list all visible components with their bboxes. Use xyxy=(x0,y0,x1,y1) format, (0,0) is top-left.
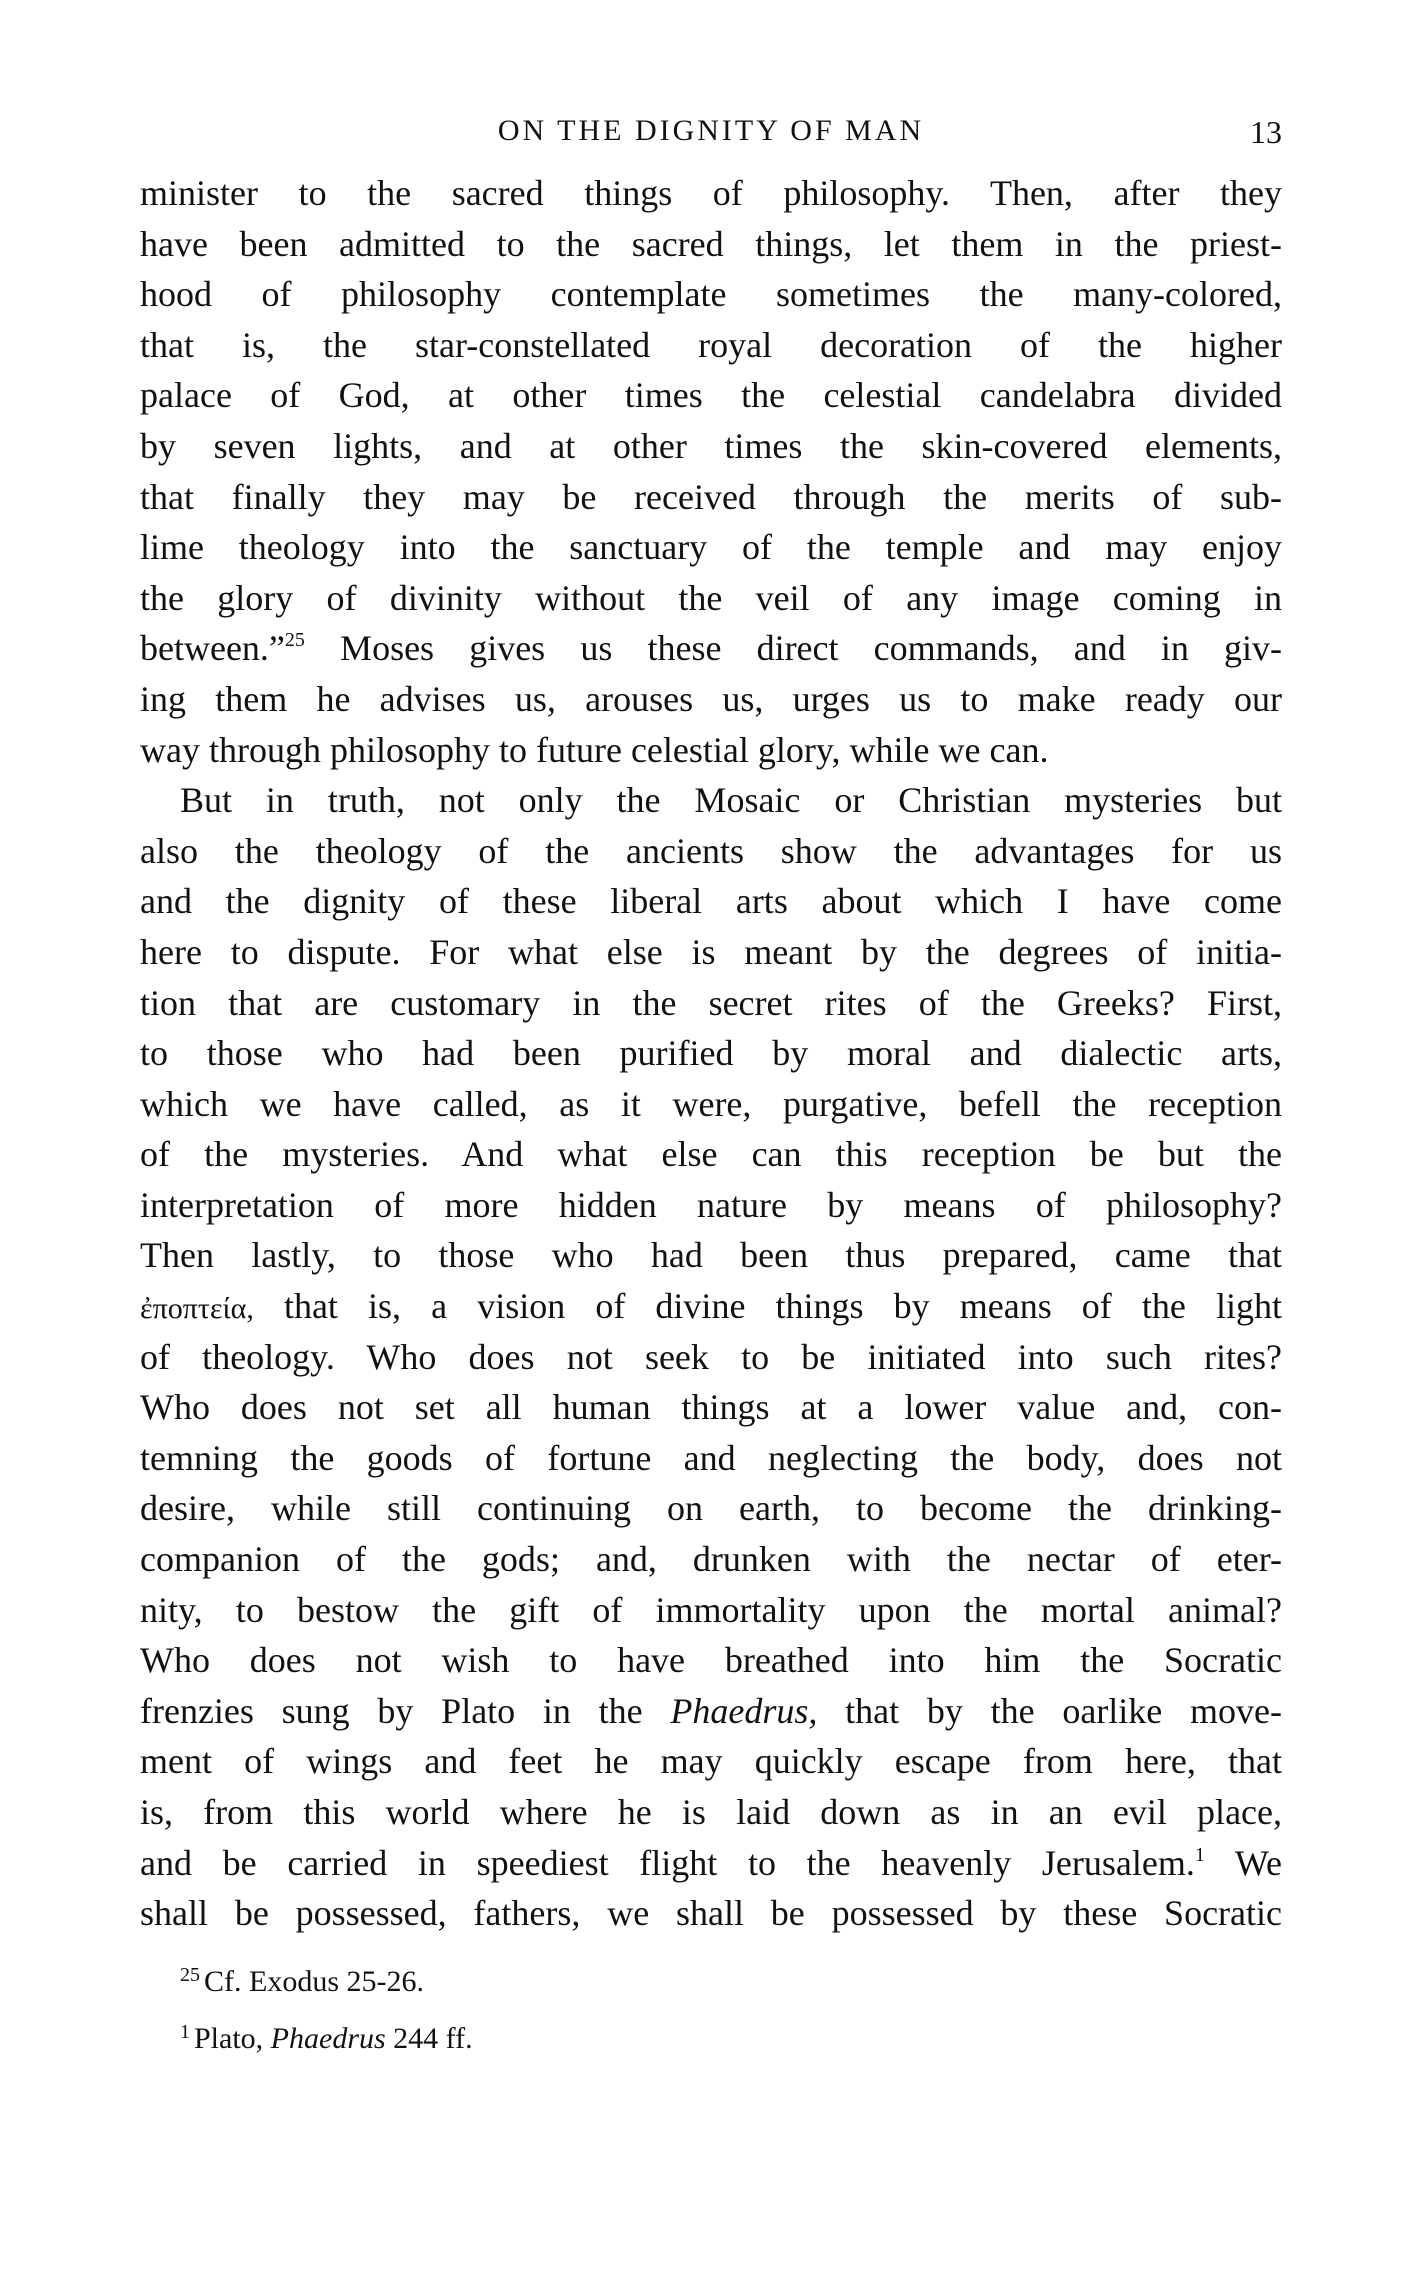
text-line: here to dispute. For what else is meant by the degrees of initia- xyxy=(140,931,1282,972)
text-line: that is, the star-constellated royal decoration of the higher xyxy=(140,324,1282,365)
text-line: nity, to bestow the gift of immortality upon the mortal animal? xyxy=(140,1589,1282,1630)
line-text: frenzies sung by Plato in the xyxy=(140,1690,671,1731)
line-text: that by the oarlike move- xyxy=(817,1690,1282,1731)
page-number: 13 xyxy=(1250,114,1282,150)
text-line: hood of philosophy contemplate sometimes the many-colored, xyxy=(140,274,1282,315)
text-line: temning the goods of fortune and neglecting the body, does not xyxy=(140,1437,1282,1478)
text-line xyxy=(140,1838,1282,1889)
text-line: ing them he advises us, arouses us, urges us to make ready our xyxy=(140,678,1282,719)
running-title: ON THE DIGNITY OF MAN xyxy=(497,114,925,147)
line-text: We xyxy=(1204,1842,1282,1883)
greek-word: ἐποπτεία, xyxy=(140,1292,254,1326)
line-text: Moses gives us these direct commands, and in giv- xyxy=(304,628,1282,669)
work-title: Phaedrus xyxy=(270,2022,386,2055)
text-line: But in truth, not only the Mosaic or Christian mysteries but xyxy=(180,780,1282,821)
line-text: between.” xyxy=(140,628,285,669)
text-line: ment of wings and feet he may quickly escape from here, that xyxy=(140,1741,1282,1782)
footnotes xyxy=(180,1950,1180,2064)
text-line: lime theology into the sanctuary of the temple and may enjoy xyxy=(140,527,1282,568)
text-line: the glory of divinity without the veil of any image coming in xyxy=(140,577,1282,618)
text-line: which we have called, as it were, purgative, befell the reception xyxy=(140,1083,1282,1124)
footnote-ref: 1 xyxy=(1194,1843,1205,1866)
text-line: minister to the sacred things of philosophy. Then, after they xyxy=(140,173,1282,213)
text-line: of theology. Who does not seek to be initiated into such rites? xyxy=(140,1336,1282,1377)
footnote-ref: 25 xyxy=(284,629,305,652)
footnote xyxy=(180,1950,1180,2007)
footnote-text: 244 ff. xyxy=(385,2022,473,2055)
footnote-mark: 25 xyxy=(180,1964,200,1986)
text-line: is, from this world where he is laid down as in an evil place, xyxy=(140,1792,1282,1832)
text-line xyxy=(140,1281,1282,1332)
text-line: by seven lights, and at other times the skin-covered elements, xyxy=(140,425,1282,466)
text-line: companion of the gods; and, drunken with the nectar of eter- xyxy=(140,1539,1282,1580)
text-line: have been admitted to the sacred things, let them in the priest- xyxy=(140,223,1282,264)
text-line: Then lastly, to those who had been thus prepared, came that xyxy=(140,1235,1282,1276)
line-text: and be carried in speediest flight to the heavenly Jerusalem. xyxy=(140,1842,1195,1883)
text-line: interpretation of more hidden nature by means of philosophy? xyxy=(140,1184,1282,1225)
body-text xyxy=(140,168,1282,1939)
text-line: also the theology of the ancients show the advantages for us xyxy=(140,830,1282,871)
text-line: Who does not wish to have breathed into him the Socratic xyxy=(140,1640,1282,1681)
text-line: that finally they may be received through the merits of sub- xyxy=(140,476,1282,517)
text-line: Who does not set all human things at a lower value and, con- xyxy=(140,1387,1282,1428)
text-line: shall be possessed, fathers, we shall be possessed by these Socratic xyxy=(140,1893,1282,1934)
text-line: and the dignity of these liberal arts about which I have come xyxy=(140,881,1282,922)
text-line: of the mysteries. And what else can this reception be but the xyxy=(140,1134,1282,1175)
footnote-mark: 1 xyxy=(180,2021,190,2043)
footnote-text: Plato, xyxy=(194,2022,271,2055)
text-line: to those who had been purified by moral and dialectic arts, xyxy=(140,1033,1282,1074)
line-text: that is, a vision of divine things by means of the light xyxy=(253,1286,1282,1327)
text-line xyxy=(140,1686,1282,1737)
footnote-text: Cf. Exodus 25-26. xyxy=(204,1965,424,1998)
footnote xyxy=(180,2007,1180,2064)
running-head xyxy=(140,110,1282,160)
text-line: desire, while still continuing on earth, to become the drinking- xyxy=(140,1488,1282,1529)
text-line: tion that are customary in the secret rites of the Greeks? First, xyxy=(140,982,1282,1023)
text-line: palace of God, at other times the celestial candelabra divided xyxy=(140,375,1282,416)
text-line xyxy=(140,623,1282,674)
work-title: Phaedrus, xyxy=(670,1690,818,1731)
text-line: way through philosophy to future celestial glory, while we can. xyxy=(140,729,1049,770)
